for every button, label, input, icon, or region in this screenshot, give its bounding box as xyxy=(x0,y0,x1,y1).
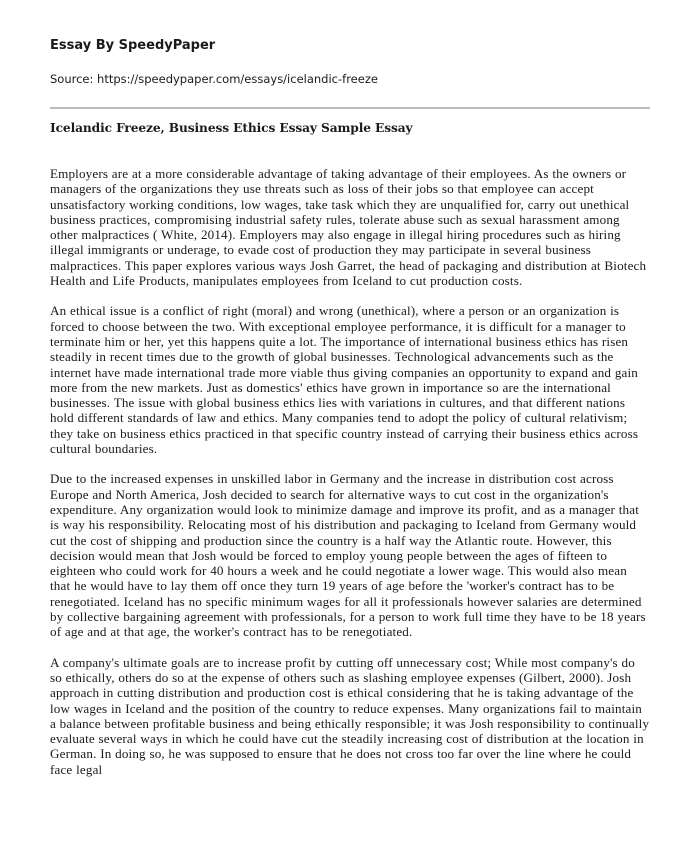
paragraph: An ethical issue is a conflict of right (moral) and wrong (unethical), where a person or an organization is forced to choose between the two. With exceptional employee performance, it is difficult for a manager to terminate him or her, yet this happens quite a lot. The importance of international business ethics has risen steadily in recent times due to the growth of global businesses. Technological advancements such as the internet have made international trade more viable thus giving companies an opportunity to expand and gain more from the new markets. Just as domestics' ethics have grown in importance so are the international businesses. The issue with global business ethics lies with variations in cultures, and that different nations hold different standards of law and ethics. Many companies tend to adopt the policy of cultural relativism; they take on business ethics practiced in that specific country instead of carrying their business ethics across cultural boundaries. xyxy=(50,303,639,457)
paragraph: A company's ultimate goals are to increase profit by cutting off unnecessary cost; While most company's do so ethically, others do so at the expense of others such as slashing employee expenses (Gilbert, 2000). Josh approach in cutting distribution and production cost is ethical considering that he is taking advantage of the low wages in Iceland and the position of the country to reduce expenses. Many organizations fail to maintain a balance between profitable business and being ethically responsible; it was Josh responsibility to continually evaluate several ways in which he could have cut the steadily increasing cost of distribution at the location in German. In doing so, he was supposed to ensure that he does not cross too far over the line where he could face legal xyxy=(50,654,650,777)
brand-heading: Essay By SpeedyPaper xyxy=(50,38,216,53)
paragraph: Due to the increased expenses in unskilled labor in Germany and the increase in distribution cost across Europe and North America, Josh decided to search for alternative ways to cut cost in the organization's expenditure. Any organization would look to minimize damage and improve its profit, and as a manager that is way his responsibility. Relocating most of his distribution and packaging to Iceland from Germany would cut the cost of shipping and production since the country is a half way the Atlantic route. However, this decision would mean that Josh would be forced to employ young people between the ages of fifteen to eighteen who could work for 40 hours a week and he could negotiate a lower wage. This would also mean that he would have to lay them off once they turn 19 years of age before the 'worker's contract has to be renegotiated. Iceland has no specific minimum wages for all it professionals however salaries are determined by collective bargaining agreement with professionals, for a person to work full time they have to be 18 years of age and at that age, the worker's contract has to be renegotiated. xyxy=(50,471,646,640)
paragraph: Employers are at a more considerable advantage of taking advantage of their employees. As the owners or managers of the organizations they use threats such as loss of their jobs so that employee can accept unsatisfactory working conditions, low wages, take task which they are unqualified for, carry out unethical business practices, compromising industrial safety rules, tolerate abuse such as sexual harassment among other malpractices ( White, 2014). Employers may also engage in illegal hiring procedures such as hiring illegal immigrants or underage, to evade cost of production they may participate in several business malpractices. This paper explores various ways Josh Garret, the head of packaging and distribution at Biotech Health and Life Products, manipulates employees from Iceland to cut production costs. xyxy=(50,166,647,289)
divider xyxy=(50,107,650,109)
source-line: Source: https://speedypaper.com/essays/icelandic-freeze xyxy=(50,72,378,86)
essay-body xyxy=(50,166,650,844)
essay-title: Icelandic Freeze, Business Ethics Essay Sample Essay xyxy=(50,121,413,135)
